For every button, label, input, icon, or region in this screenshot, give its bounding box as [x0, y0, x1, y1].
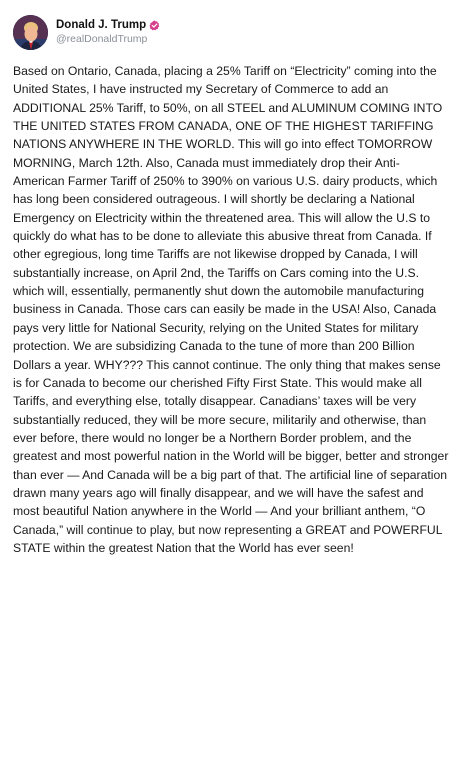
author-display-name[interactable]: Donald J. Trump [56, 19, 147, 31]
author-info [56, 18, 160, 46]
author-handle[interactable]: @realDonaldTrump [56, 33, 148, 45]
profile-photo-icon [13, 15, 48, 50]
post-body-text: Based on Ontario, Canada, placing a 25% Tariff on “Electricity” coming into the United States, I have instructed my Secretary of Commerce to add an ADDITIONAL 25% Tariff, to 50%, on all STEEL and ALUMINUM COMING INTO THE UNITED STATES FROM CANADA, ONE OF THE HIGHEST TARIFFING NATIONS ANYWHERE IN THE WORLD. This will go into effect TOMORROW MORNING, March 12th. Also, Canada must immediately drop their Anti-American Farmer Tariff of 250% to 390% on various U.S. dairy products, which has long been considered outrageous. I will shortly be declaring a National Emergency on Electricity within the threatened area. This will allow the U.S to quickly do what has to be done to alleviate this abusive threat from Canada. If other egregious, long time Tariffs are not likewise dropped by Canada, I will substantially increase, on April 2nd, the Tariffs on Cars coming into the U.S. which will, essentially, permanently shut down the automobile manufacturing business in Canada. Those cars can easily be made in the USA! Also, Canada pays very little for National Security, relying on the United States for military protection. We are subsidizing Canada to the tune of more than 200 Billion Dollars a year. WHY??? This cannot continue. The only thing that makes sense is for Canada to become our cherished Fifty First State. This would make all Tariffs, and everything else, totally disappear. Canadians’ taxes will be very substantially reduced, they will be more secure, militarily and otherwise, than ever before, there would no longer be a Northern Border problem, and the greatest and most powerful nation in the World will be bigger, better and stronger than ever — And Canada will be a big part of that. The artificial line of separation drawn many years ago will finally disappear, and we will have the safest and most beautiful Nation anywhere in the World — And your brilliant anthem, “O Canada,” will continue to play, but now representing a GREAT and POWERFUL STATE within the greatest Nation that the World has ever seen! [13, 64, 449, 555]
post-header [13, 10, 449, 54]
verified-badge-icon [149, 20, 160, 31]
name-row [56, 18, 160, 32]
avatar[interactable] [13, 15, 48, 50]
